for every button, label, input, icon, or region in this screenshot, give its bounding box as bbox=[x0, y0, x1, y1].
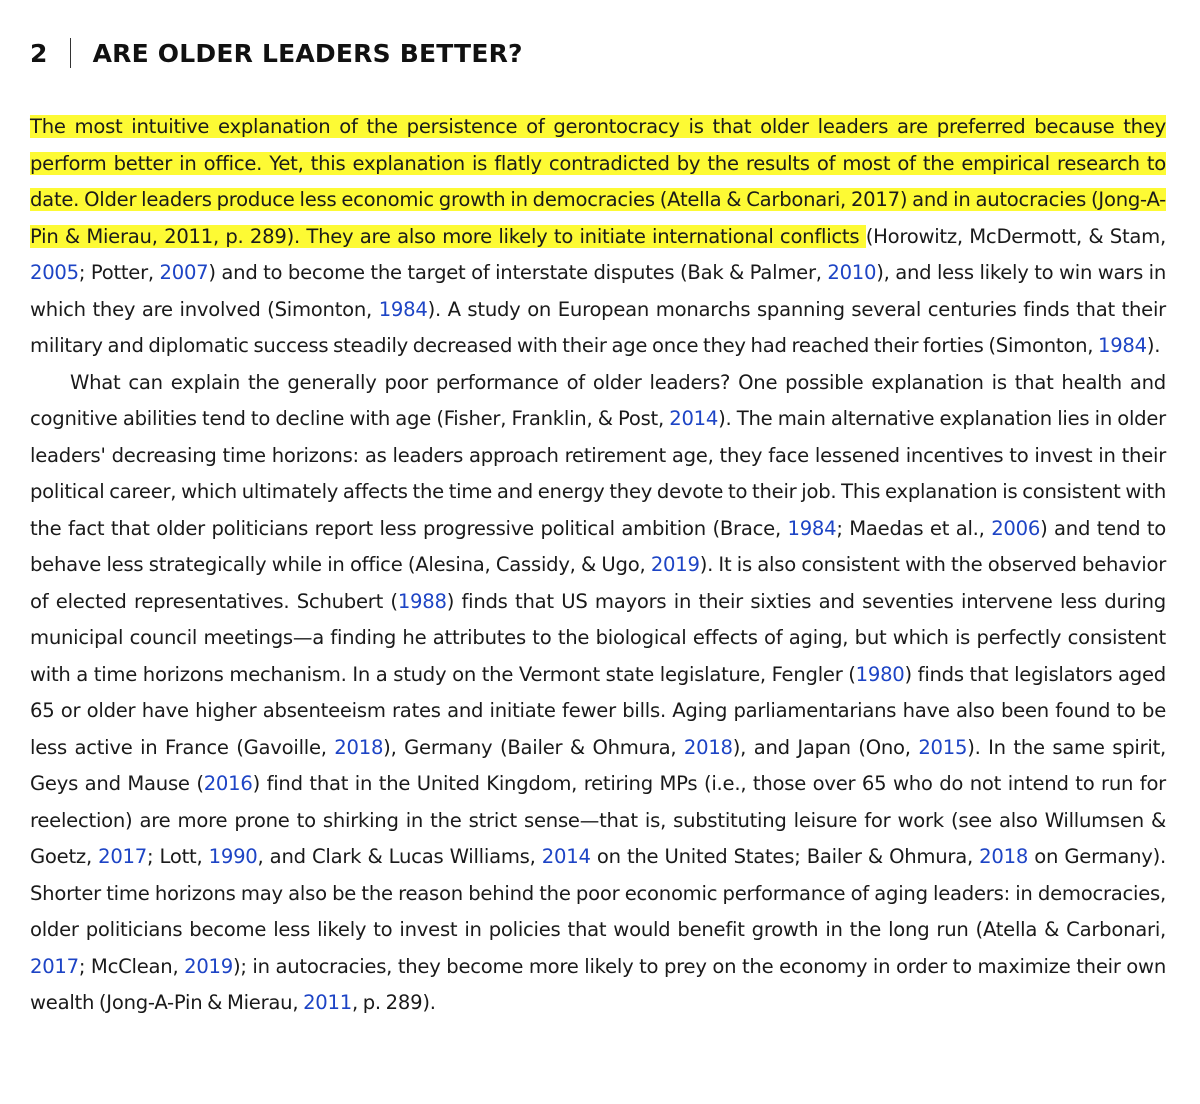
body-text-span: ; Maedas et al., bbox=[836, 516, 992, 540]
body-text-span: ) and tend to behave less strategically while in office (Alesina, Cassidy, & Ugo, bbox=[30, 516, 1167, 576]
body-text-span: ) finds that US mayors in their sixties and seventies intervene less during municipal council meetings—a finding he attributes to the biological effects of aging, but which is perfectly consistent with a time horizons mechanism. In a study on the Vermont state legislature, Fengler ( bbox=[30, 589, 1166, 686]
body-text-span: ), and less likely to win wars in which they are involved (Simonton, bbox=[30, 261, 1166, 321]
body-text-span: ), Germany (Bailer & Ohmura, bbox=[383, 735, 684, 759]
citation-link[interactable]: 2014 bbox=[669, 407, 719, 430]
citation-link[interactable]: 2007 bbox=[159, 261, 209, 284]
section-number: 2 bbox=[30, 38, 48, 68]
citation-link[interactable]: 2018 bbox=[979, 845, 1029, 868]
citation-link[interactable]: 2011 bbox=[303, 991, 352, 1014]
citation-link[interactable]: 2019 bbox=[184, 954, 233, 978]
body-text-span: ) find that in the United Kingdom, retiring MPs (i.e., those over 65 who do not intend to run for reelection) are more prone to shirking in the strict sense—that is, substituting leisure for work (see also Willumsen & Goetz, bbox=[30, 772, 1166, 868]
citation-link[interactable]: 2014 bbox=[541, 845, 591, 868]
body-text-span: ). In the same spirit, Geys and Mause ( bbox=[30, 735, 1167, 795]
body-text-span: ). A study on European monarchs spanning several centuries finds that their military and diplomatic success steadily decreased with their age once they had reached their forties (Simonton, bbox=[30, 297, 1166, 357]
citation-link[interactable]: 2006 bbox=[991, 516, 1041, 540]
citation-link[interactable]: 2017 bbox=[30, 954, 79, 978]
body-text-span: ); in autocracies, they become more likely to prey on the economy in order to maximize their own wealth (Jong-A-Pin & Mierau, bbox=[30, 954, 1166, 1014]
body-text-span: ; Lott, bbox=[147, 845, 209, 868]
citation-link[interactable]: 2018 bbox=[334, 735, 384, 759]
body-text-span: , and Clark & Lucas Williams, bbox=[257, 845, 542, 868]
citation-link[interactable]: 2015 bbox=[918, 735, 968, 759]
section-heading bbox=[30, 38, 523, 68]
body-text-span: ). It is also consistent with the observed behavior of elected representatives. Schubert ( bbox=[30, 553, 1167, 613]
citation-link[interactable]: 2010 bbox=[827, 261, 877, 284]
body-text-span: ). bbox=[1146, 334, 1161, 357]
section-body bbox=[30, 109, 1166, 1022]
body-text-span: ) and to become the target of interstate disputes (Bak & Palmer, bbox=[208, 261, 828, 284]
citation-link[interactable]: 2016 bbox=[203, 772, 253, 795]
citation-link[interactable]: 2018 bbox=[683, 735, 733, 759]
citation-link[interactable]: 1990 bbox=[208, 845, 258, 868]
body-text-span: ; McClean, bbox=[78, 954, 185, 978]
body-text-span: (Horowitz, McDermott, & Stam, bbox=[865, 224, 1166, 248]
citation-link[interactable]: 1984 bbox=[787, 516, 837, 540]
citation-link[interactable]: 1980 bbox=[855, 662, 905, 686]
paragraph-1 bbox=[30, 109, 1166, 365]
body-text-span: ) finds that legislators aged 65 or older have higher absenteeism rates and initiate fewer bills. Aging parliamentarians have also been found to be less active in France (Gavoille, bbox=[30, 662, 1166, 759]
body-text-span: ), and Japan (Ono, bbox=[732, 735, 919, 759]
body-text-span: on the United States; Bailer & Ohmura, bbox=[590, 845, 980, 868]
section-title: ARE OLDER LEADERS BETTER? bbox=[92, 38, 523, 68]
citation-link[interactable]: 2017 bbox=[98, 845, 147, 868]
citation-link[interactable]: 1984 bbox=[1098, 334, 1147, 357]
citation-link[interactable]: 2005 bbox=[30, 261, 79, 284]
body-text-span: ; Potter, bbox=[78, 261, 160, 284]
citation-link[interactable]: 2019 bbox=[650, 553, 700, 576]
heading-divider bbox=[70, 38, 71, 68]
body-text-span: ). The main alternative explanation lies in older leaders' decreasing time horizons: as leaders approach retirement age, they face lessened incentives to invest in their political career, which ultimately affects the time and energy they devote to their job. This explanation is consistent with the fact that older politicians report less progressive political ambition (Brace, bbox=[30, 407, 1166, 540]
citation-link[interactable]: 1988 bbox=[397, 589, 447, 613]
body-text-span: , p. 289). bbox=[351, 991, 436, 1014]
body-text-span: on Germany). Shorter time horizons may also be the reason behind the poor economic performance of aging leaders: in democracies, older politicians become less likely to invest in policies that would benefit growth in the long run (Atella & Carbonari, bbox=[30, 845, 1167, 941]
body-text-span: What can explain the generally poor performance of older leaders? One possible explanation is that health and cognitive abilities tend to decline with age (Fisher, Franklin, & Post, bbox=[30, 370, 1166, 430]
citation-link[interactable]: 1984 bbox=[378, 297, 428, 321]
paragraph-2 bbox=[30, 365, 1166, 1022]
highlighted-text: The most intuitive explanation of the persistence of gerontocracy is that older leaders are preferred because they perform better in office. Yet, this explanation is flatly contradicted by the results of most of the empirical research to date. Older leaders produce less economic growth in democracies (Atella & Carbonari, 2017) and in autocracies (Jong-A-Pin & Mierau, 2011, p. 289). They are also more likely to initiate international conflicts bbox=[30, 115, 1166, 248]
